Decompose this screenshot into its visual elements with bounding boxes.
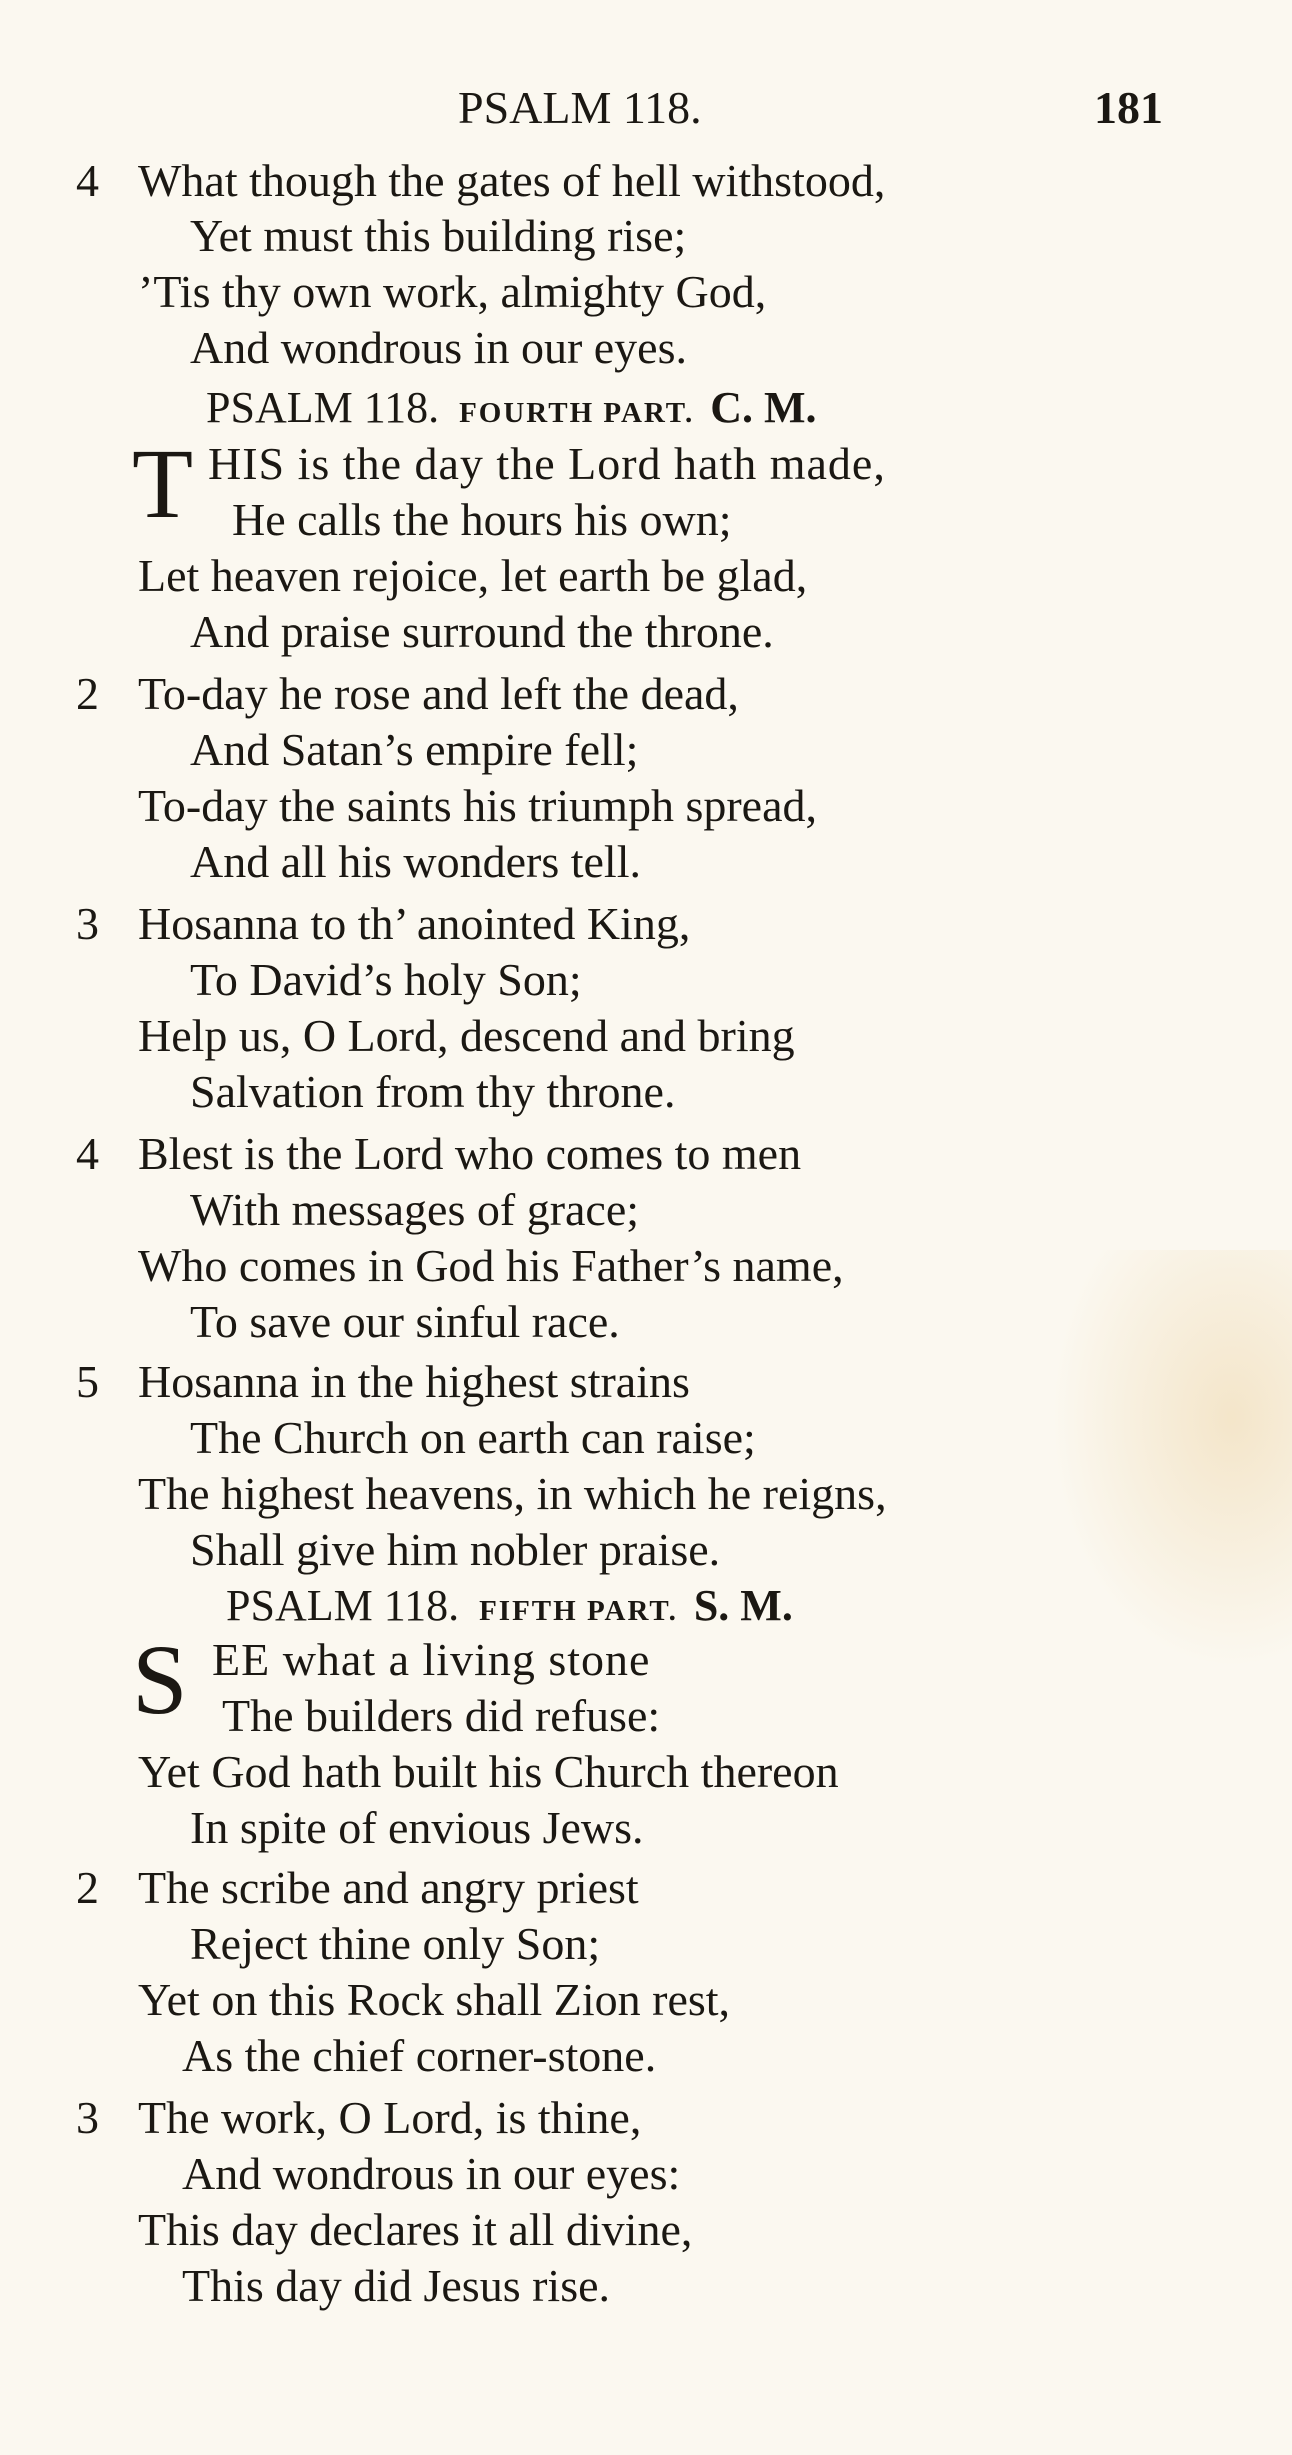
verse-line: Shall give him nobler praise. xyxy=(190,1524,721,1575)
verse-line: Salvation from thy throne. xyxy=(190,1066,676,1117)
verse-line: And all his wonders tell. xyxy=(190,836,641,887)
verse-line: Reject thine only Son; xyxy=(190,1918,601,1969)
verse-line: Help us, O Lord, descend and bring xyxy=(138,1010,795,1061)
verse-line: Who comes in God his Father’s name, xyxy=(138,1240,844,1291)
verse-line: With messages of grace; xyxy=(190,1184,640,1235)
section-meter: C. M. xyxy=(710,383,817,432)
section-meter: S. M. xyxy=(693,1581,793,1630)
verse-line: To-day the saints his triumph spread, xyxy=(138,780,817,831)
verse-line: Blest is the Lord who comes to men xyxy=(138,1128,802,1179)
verse-line: Hosanna to th’ anointed King, xyxy=(138,898,691,949)
verse-number: 2 xyxy=(76,1862,99,1913)
drop-cap: T xyxy=(132,428,194,539)
verse-line: And Satan’s empire fell; xyxy=(190,724,639,775)
verse-number: 5 xyxy=(76,1356,99,1407)
section-part: FOURTH PART. xyxy=(459,397,695,429)
verse-line: EE what a living stone xyxy=(212,1634,651,1685)
verse-line: Yet on this Rock shall Zion rest, xyxy=(138,1974,731,2025)
section-title xyxy=(226,1578,793,1639)
verse-number: 3 xyxy=(76,898,99,949)
verse-line: And wondrous in our eyes: xyxy=(182,2148,681,2199)
page-number: 181 xyxy=(1094,82,1163,133)
section-title xyxy=(206,380,817,441)
verse-line: This day did Jesus rise. xyxy=(182,2260,611,2311)
verse-line: The scribe and angry priest xyxy=(138,1862,639,1913)
verse-line: To save our sinful race. xyxy=(190,1296,620,1347)
verse-number: 4 xyxy=(76,155,99,206)
verse-number: 4 xyxy=(76,1128,99,1179)
verse-line: To-day he rose and left the dead, xyxy=(138,668,739,719)
verse-line: The Church on earth can raise; xyxy=(190,1412,756,1463)
verse-line: ’Tis thy own work, almighty God, xyxy=(138,266,767,317)
verse-line: He calls the hours his own; xyxy=(232,494,732,545)
drop-cap: S xyxy=(132,1624,188,1735)
running-header-title: PSALM 118. xyxy=(458,82,702,133)
verse-line: And wondrous in our eyes. xyxy=(190,322,687,373)
verse-line: HIS is the day the Lord hath made, xyxy=(208,438,886,489)
verse-line: This day declares it all divine, xyxy=(138,2204,693,2255)
paper-stain xyxy=(1050,1250,1292,1670)
verse-line: As the chief corner-stone. xyxy=(182,2030,657,2081)
verse-line: Hosanna in the highest strains xyxy=(138,1356,690,1407)
verse-line: What though the gates of hell withstood, xyxy=(138,155,886,206)
verse-line: To David’s holy Son; xyxy=(190,954,582,1005)
section-part: FIFTH PART. xyxy=(479,1595,678,1627)
verse-line: In spite of envious Jews. xyxy=(190,1802,644,1853)
section-psalm: PSALM 118. xyxy=(226,1581,460,1630)
section-psalm: PSALM 118. xyxy=(206,383,440,432)
verse-line: The builders did refuse: xyxy=(222,1690,661,1741)
verse-line: Let heaven rejoice, let earth be glad, xyxy=(138,550,808,601)
verse-number: 3 xyxy=(76,2092,99,2143)
verse-line: The highest heavens, in which he reigns, xyxy=(138,1468,887,1519)
verse-line: The work, O Lord, is thine, xyxy=(138,2092,642,2143)
verse-line: Yet God hath built his Church thereon xyxy=(138,1746,839,1797)
verse-line: And praise surround the throne. xyxy=(190,606,774,657)
verse-line: Yet must this building rise; xyxy=(190,210,687,261)
verse-number: 2 xyxy=(76,668,99,719)
